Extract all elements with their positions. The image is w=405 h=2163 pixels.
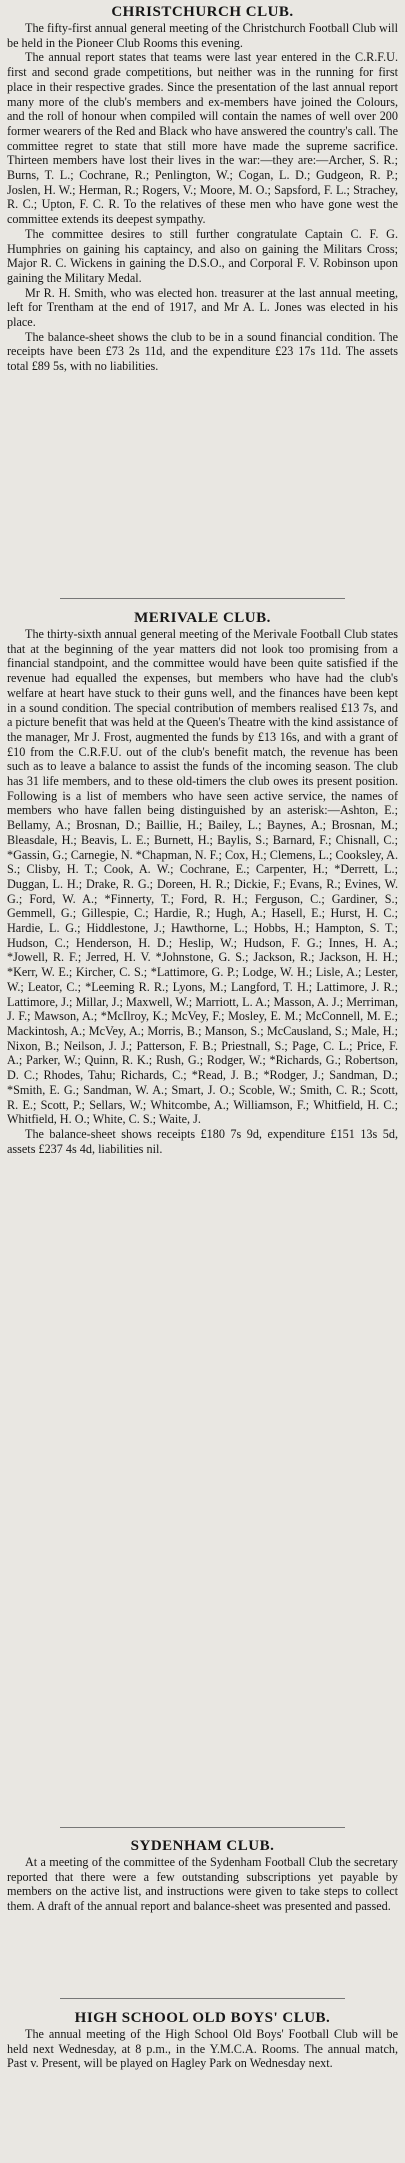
section-heading: HIGH SCHOOL OLD BOYS' CLUB. [74,2010,331,2026]
article-paragraph: The thirty-sixth annual general meeting of the Merivale Football Club states that at the beginning of the year matters did not look too promising from a financial standpoint, and the committee would have been quite satisfied if the revenue had equalled the expenses, but members who have had the club's welfare at heart have stuck to their guns well, and the finances have been kept in a sound condition. The special contribution of members realised £13 7s, and a picture benefit that was held at the Queen's Theatre with the kind assistance of the manager, Mr J. Frost, augmented the funds by £13 16s, and with a grant of £10 from the C.R.F.U. out of the club's benefit match, the revenue has been such as to leave a balance to assist the funds of the incoming season. The club has 31 life members, and to these old-timers the club owes its present position. Following is a list of members who have seen active service, the names of members who have fallen being distinguished by an asterisk:—Ashton, E.; Bellamy, A.; Brosnan, D.; Baillie, H.; Bailey, L.; Baynes, A.; Brosnan, M.; Bleasdale, H.; Beavis, L. E.; Burnett, H.; Baylis, S.; Barnard, F.; Chisnall, C.; *Gassin, G.; Carnegie, N. *Chapman, N. F.; Cox, H.; Clemens, L.; Cooksley, A. S.; Clisby, H. T.; Cook, A. W.; Cochrane, E.; Carpenter, H.; *Derrett, L.; Duggan, L. H.; Drake, R. G.; Doreen, H. R.; Dickie, F.; Evans, R.; Evines, W. G.; Ford, W. A.; *Finnerty, T.; Ford, R. H.; Ferguson, C.; Gardiner, S.; Gemmell, G.; Gillespie, C.; Hardie, R.; Hugh, A.; Hasell, E.; Hurst, H. C.; Hardie, L. G.; Hiddlestone, J.; Hawthorne, L.; Hobbs, H.; Hampton, S. T.; Hudson, C.; Henderson, H. D.; Heslip, W.; Hudson, F. G.; Innes, H. A.; *Jowell, R. F.; Jerred, H. V. *Johnstone, G. S.; Jackson, R.; Jackson, H. H.; *Kerr, W. E.; Kircher, C. S.; *Lattimore, G. P.; Lodge, W. H.; Lisle, A.; Lester, W.; Leator, C.; *Leeming R. R.; Lyons, M.; Langford, T. H.; Lattimore, J. R.; Lattimore, J.; Millar, J.; Maxwell, W.; Marriott, L. A.; Masson, A. J.; Merriman, J. F.; Mawson, A.; *McIlroy, K.; McVey, F.; Mosley, E. M.; McConnell, M. E.; Mackintosh, A.; McVey, A.; Morris, B.; Manson, S.; McCausland, S.; Male, H.; Nixon, B.; Neilson, J. J.; Patterson, F. B.; Priestnall, S.; Page, C. L.; Price, F. A.; Parker, W.; Quinn, R. K.; Rush, G.; Rodger, W.; *Richards, G.; Robertson, D. C.; Rhodes, Tahu; Richards, C.; *Read, J. B.; *Rodger, J.; Sandman, D.; *Smith, E. G.; Sandman, W. A.; Smart, J. O.; Scoble, W.; Smith, C. R.; Scott, R. E.; Scott, P.; Sellars, W.; Whitcombe, A.; Williamson, F.; Whitfield, H. C.; Whitfield, H. O.; White, C. S.; Waite, J. [7,627,398,1127]
article-paragraph: The balance-sheet shows receipts £180 7s 9d, expenditure £151 13s 5d, assets £237 4s 4d, liabilities nil. [7,1126,398,1156]
christchurch-club-section [7,4,398,374]
merivale-club-section [7,610,398,1156]
sydenham-club-section [7,1838,398,1914]
section-divider [60,1998,345,1999]
article-paragraph: At a meeting of the committee of the Sydenham Football Club the secretary reported that there were a few outstanding subscriptions yet payable by members on the active list, and instructions were given to take steps to collect them. A draft of the annual report and balance-sheet was presented and passed. [7,1855,398,1914]
section-divider [60,598,345,599]
article-paragraph: Mr R. H. Smith, who was elected hon. treasurer at the last annual meeting, left for Trentham at the end of 1917, and Mr A. L. Jones was elected in his place. [7,285,398,330]
section-divider [60,1827,345,1828]
section-heading: SYDENHAM CLUB. [130,1838,275,1854]
section-heading: MERIVALE CLUB. [134,610,271,626]
high-school-old-boys-club-section [7,2010,398,2071]
article-paragraph: The fifty-first annual general meeting of the Christchurch Football Club will be held in the Pioneer Club Rooms this evening. [7,21,398,50]
article-paragraph: The committee desires to still further congratulate Captain C. F. G. Humphries on gaining his captaincy, and also on gaining the Militars Cross; Major R. C. Wickens in gaining the D.S.O., and Corporal F. V. Robinson upon gaining the Military Medal. [7,226,398,285]
article-paragraph: The balance-sheet shows the club to be in a sound financial condition. The receipts have been £73 2s 11d, and the expenditure £23 17s 11d. The assets total £89 5s, with no liabilities. [7,329,398,374]
article-paragraph: The annual meeting of the High School Old Boys' Football Club will be held next Wednesday, at 8 p.m., in the Y.M.C.A. Rooms. The annual match, Past v. Present, will be played on Hagley Park on Wednesday next. [7,2027,398,2071]
article-paragraph: The annual report states that teams were last year entered in the C.R.F.U. first and second grade competitions, but neither was in the running for first place in their respective grades. Since the presentation of the last annual report many more of the club's members and ex-members have joined the Colours, and the roll of honour when compiled will contain the names of well over 200 former wearers of the Red and Black who have answered the country's call. The committee regret to state that still more have made the supreme sacrifice. Thirteen members have lost their lives in the war:—they are:—Archer, S. R.; Burns, T. L.; Cochrane, R.; Penlington, W.; Cogan, L. D.; Gudgeon, R. P.; Joslen, H. W.; Herman, R.; Rogers, V.; Moore, M. O.; Sapsford, F. L.; Strachey, R. C.; Upton, F. C. R. To the relatives of these men who have gone west the committee extends its deepest sympathy. [7,50,398,227]
section-heading: CHRISTCHURCH CLUB. [111,4,294,20]
